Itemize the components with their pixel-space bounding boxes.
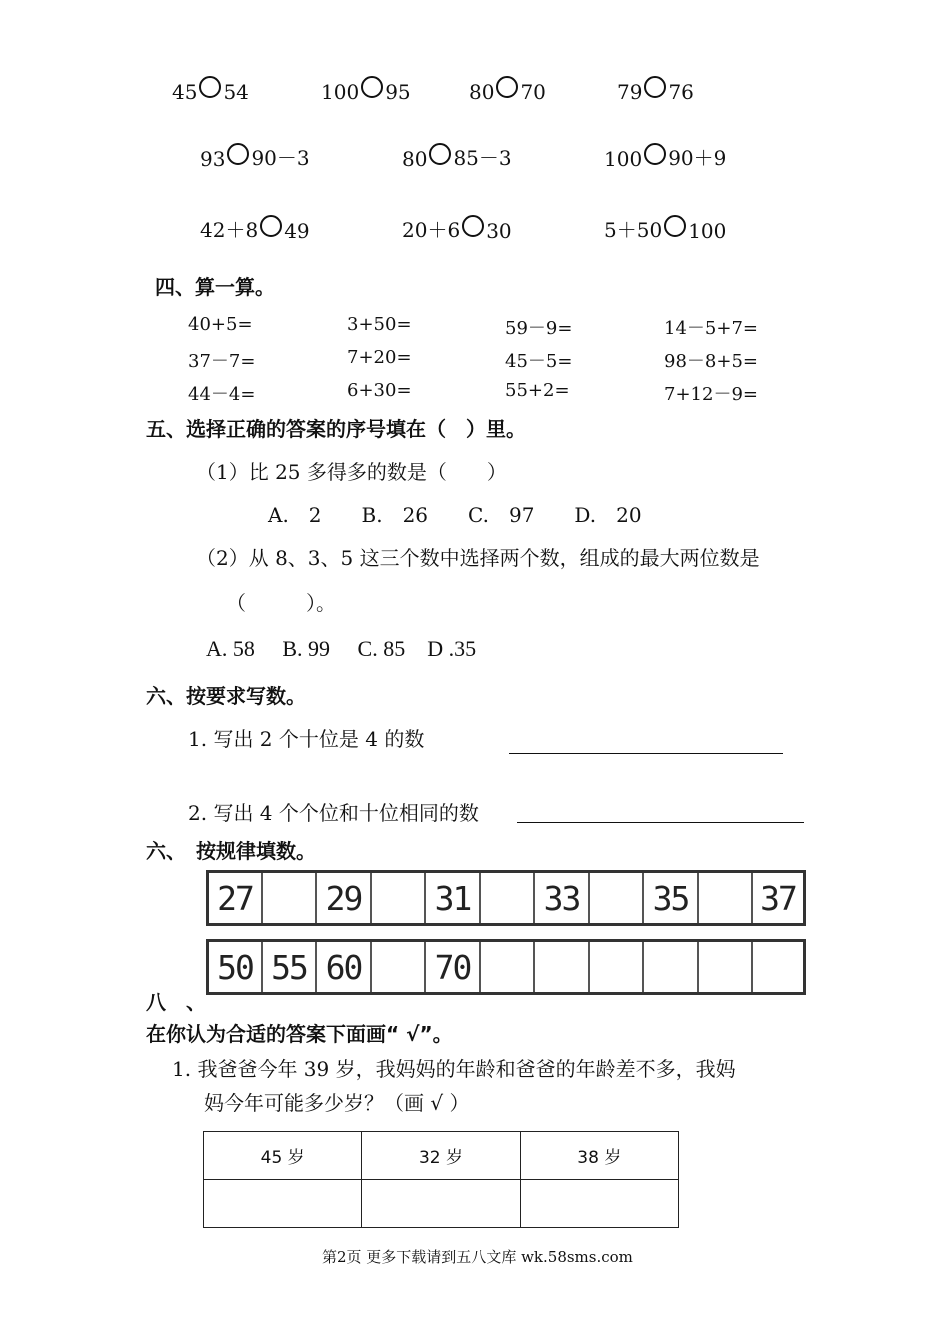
- section-8-question-line-1: 1. 我爸爸今年 39 岁，我妈妈的年龄和爸爸的年龄差不多，我妈: [172, 1057, 736, 1081]
- compare-circle[interactable]: [260, 215, 282, 237]
- check-cell[interactable]: [204, 1180, 362, 1228]
- compare-item: 5＋50 100: [604, 214, 726, 243]
- compare-circle[interactable]: [644, 143, 666, 165]
- compare-item: 79 76: [617, 76, 694, 104]
- compare-item: 93 90－3: [200, 142, 310, 171]
- question-2: （2）从 8、3、5 这三个数中选择两个数，组成的最大两位数是: [196, 546, 760, 570]
- check-cell[interactable]: [520, 1180, 678, 1228]
- compare-item: 45 54: [172, 76, 249, 104]
- sequence-cell[interactable]: [590, 942, 644, 992]
- sequence-cell[interactable]: [372, 942, 426, 992]
- section-6-title: 六、按要求写数。: [146, 684, 306, 708]
- calc-item: 98－8+5=: [664, 351, 758, 372]
- write-item-2: 2. 写出 4 个个位和十位相同的数: [188, 801, 479, 825]
- sequence-cell: 29: [317, 873, 372, 923]
- compare-circle[interactable]: [664, 215, 686, 237]
- section-5-title: 五、选择正确的答案的序号填在（ ）里。: [146, 417, 526, 441]
- sequence-row-1: [206, 870, 806, 926]
- calc-item: 40+5=: [188, 314, 253, 335]
- write-item-1: 1. 写出 2 个十位是 4 的数: [188, 727, 425, 751]
- sequence-cell: 35: [644, 873, 699, 923]
- section-8-title: 在你认为合适的答案下面画“ √”。: [146, 1022, 453, 1046]
- sequence-cell[interactable]: [372, 873, 426, 923]
- compare-item: 100 90＋9: [604, 142, 726, 171]
- sequence-row-2: [206, 939, 806, 995]
- calc-item: 3+50=: [347, 314, 412, 335]
- compare-item: 20＋6 30: [402, 214, 512, 243]
- sequence-cell[interactable]: [699, 873, 753, 923]
- compare-circle[interactable]: [429, 143, 451, 165]
- calc-item: 59－9=: [505, 318, 573, 339]
- question-1: （1）比 25 多得多的数是（ ）: [196, 460, 507, 484]
- calc-item: 44－4=: [188, 384, 256, 405]
- sequence-cell: 37: [760, 878, 796, 918]
- sequence-cell: 60: [317, 942, 372, 992]
- question-2-options: A. 58 B. 99 C. 85 D .35: [206, 636, 477, 661]
- section-8-question-line-2: 妈今年可能多少岁？（画 √ ）: [204, 1091, 470, 1115]
- compare-circle[interactable]: [462, 215, 484, 237]
- compare-circle[interactable]: [361, 76, 383, 98]
- age-option: 38 岁: [520, 1132, 678, 1180]
- calc-item: 14－5+7=: [664, 318, 758, 339]
- sequence-cell[interactable]: [644, 942, 699, 992]
- calc-item: 6+30=: [347, 380, 412, 401]
- section-8-number: 八 、: [146, 990, 206, 1014]
- compare-item: 80 85－3: [402, 142, 512, 171]
- compare-item: 42＋8 49: [200, 214, 310, 243]
- sequence-cell[interactable]: [753, 942, 803, 992]
- page-footer: 第2页 更多下载请到五八文库 wk.58sms.com: [322, 1248, 633, 1266]
- answer-line-1[interactable]: [509, 753, 783, 754]
- sequence-cell[interactable]: [699, 942, 753, 992]
- question-1-options: A. 2 B. 26 C. 97 D. 20: [268, 503, 642, 527]
- compare-circle[interactable]: [496, 76, 518, 98]
- sequence-cell: 70: [426, 942, 481, 992]
- sequence-cell: 50: [209, 942, 263, 992]
- sequence-cell[interactable]: [535, 942, 590, 992]
- sequence-cell[interactable]: [263, 873, 317, 923]
- sequence-cell: 27: [209, 873, 263, 923]
- compare-item: 80 70: [469, 76, 546, 104]
- sequence-cell: 33: [535, 873, 590, 923]
- check-cell[interactable]: [362, 1180, 520, 1228]
- answer-line-2[interactable]: [517, 822, 804, 823]
- calc-item: 45－5=: [505, 351, 573, 372]
- calc-item: 7+12－9=: [664, 384, 758, 405]
- calc-item: 37－7=: [188, 351, 256, 372]
- sequence-cell: 55: [263, 942, 317, 992]
- age-choice-table: [203, 1131, 679, 1228]
- calc-item: 55+2=: [505, 380, 570, 401]
- compare-circle[interactable]: [199, 76, 221, 98]
- age-option: 45 岁: [204, 1132, 362, 1180]
- sequence-cell[interactable]: [481, 873, 535, 923]
- section-4-title: 四、算一算。: [155, 275, 275, 299]
- compare-item: 100 95: [321, 76, 411, 104]
- compare-circle[interactable]: [227, 143, 249, 165]
- question-2-blank: （ ）。: [226, 591, 336, 615]
- age-option: 32 岁: [362, 1132, 520, 1180]
- sequence-cell: 31: [426, 873, 481, 923]
- compare-circle[interactable]: [644, 76, 666, 98]
- section-6b-title: 六、 按规律填数。: [146, 839, 316, 863]
- calc-item: 7+20=: [347, 347, 412, 368]
- sequence-cell[interactable]: [481, 942, 535, 992]
- sequence-cell[interactable]: [590, 873, 644, 923]
